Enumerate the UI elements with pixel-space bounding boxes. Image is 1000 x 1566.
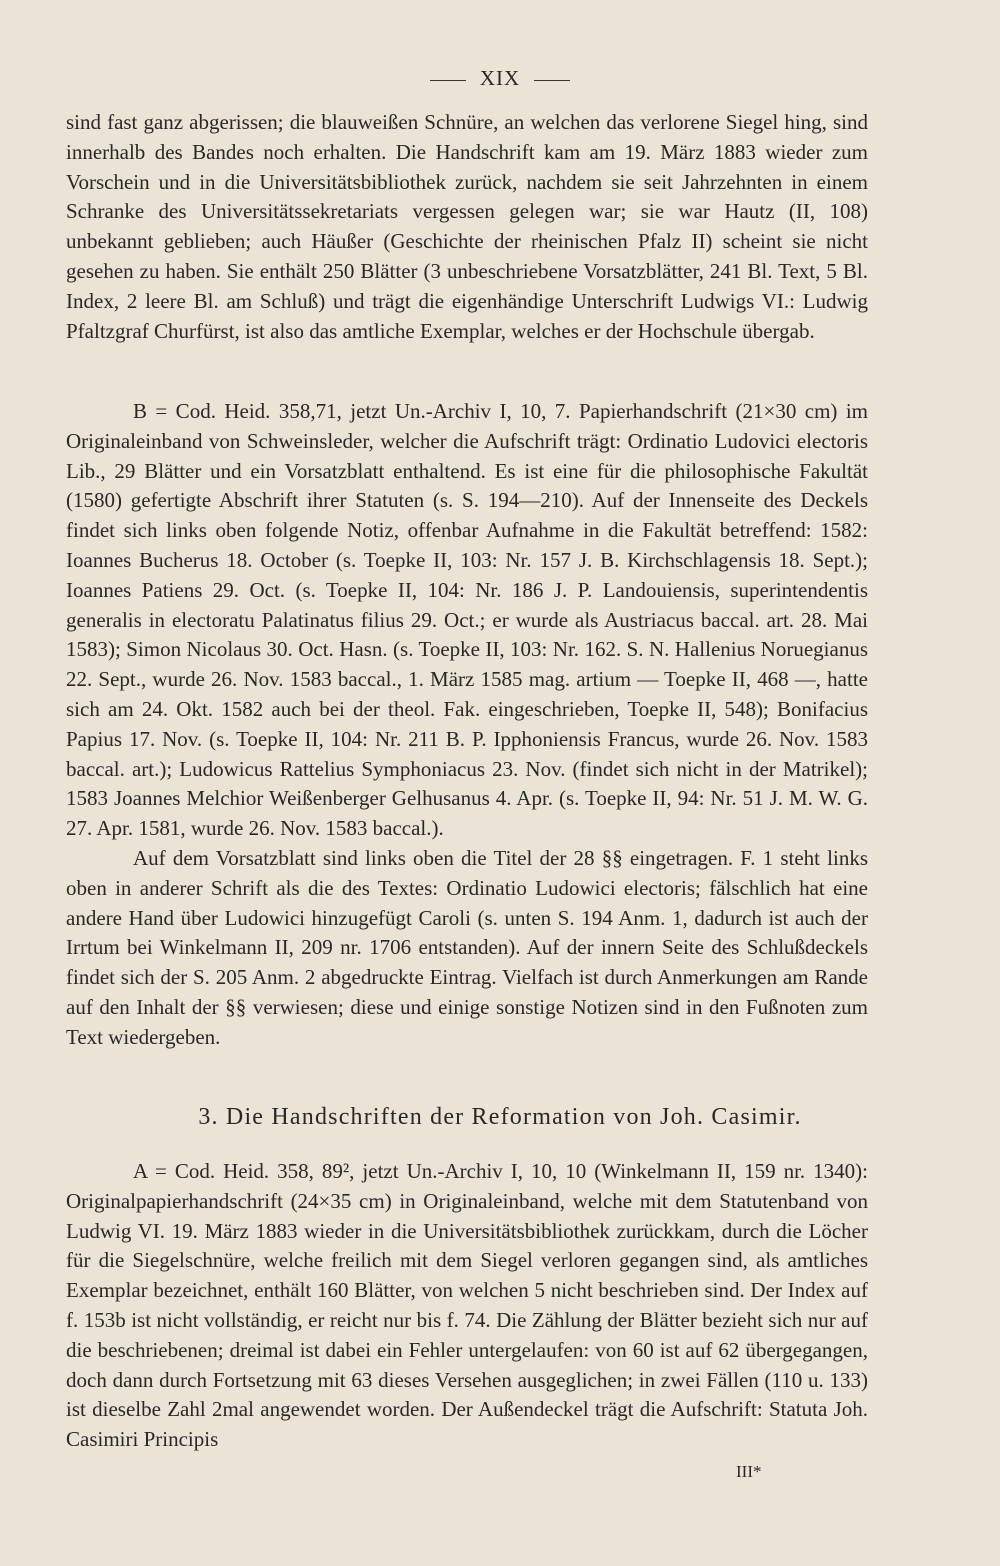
text-block-one xyxy=(66,108,868,346)
section-heading: 3. Die Handschriften der Reformation von Joh. Casimir. xyxy=(198,1104,802,1130)
paragraph-vorsatzblatt: Auf dem Vorsatzblatt sind links oben die Titel der 28 §§ eingetragen. F. 1 steht links oben in anderer Schrift als die des Textes: Ordinatio Ludowici electoris; fälschlich hat eine andere Hand über Ludowici hinzugefügt Caroli (s. unten S. 194 Anm. 1, dadurch ist auch der Irrtum bei Winkelmann II, 209 nr. 1706 entstanden). Auf der innern Seite des Schlußdeckels findet sich der S. 205 Anm. 2 abgedruckte Eintrag. Vielfach ist durch Anmerkungen am Rande auf den Inhalt der §§ verwiesen; diese und einige sonstige Notizen sind in den Fußnoten zum Text wiedergeben. xyxy=(66,845,868,1049)
paragraph-codex-b: B = Cod. Heid. 358,71, jetzt Un.-Archiv I, 10, 7. Papierhandschrift (21×30 cm) im Originaleinband von Schweinsleder, welcher die Aufschrift trägt: Ordinatio Ludovici electoris Lib., 29 Blätter und ein Vorsatzblatt enthaltend. Es ist eine für die philosophische Fakultät (1580) gefertigte Abschrift ihrer Statuten (s. S. 194—210). Auf der Innenseite des Deckels findet sich links oben folgende Notiz, offenbar Aufnahme in die Fakultät betreffend: 1582: Ioannes Bucherus 18. October (s. Toepke II, 103: Nr. 157 J. B. Kirchschlagensis 18. Sept.); Ioannes Patiens 29. Oct. (s. Toepke II, 104: Nr. 186 J. P. Landouiensis, superintendentis generalis in electoratu Palatinatus filius 29. Oct.; er wurde als Austriacus baccal. art. 28. Mai 1583); Simon Nicolaus 30. Oct. Hasn. (s. Toepke II, 103: Nr. 162. S. N. Hallenius Noruegianus 22. Sept., wurde 26. Nov. 1583 baccal., 1. März 1585 mag. artium — Toepke II, 468 —, hatte sich am 24. Okt. 1582 auch bei der theol. Fak. eingeschrieben, Toepke II, 548); Bonifacius Papius 17. Nov. (s. Toepke II, 104: Nr. 211 B. P. Ipphoniensis Francus, wurde 26. Nov. 1583 baccal. art.); Ludowicus Rattelius Symphoniacus 23. Nov. (findet sich nicht in der Matrikel); 1583 Joannes Melchior Weißenberger Gelhusanus 4. Apr. (s. Toepke II, 94: Nr. 51 J. M. W. G. 27. Apr. 1581, wurde 26. Nov. 1583 baccal.). xyxy=(66,399,868,841)
text-block-three xyxy=(66,1157,868,1455)
paragraph-codex-a: A = Cod. Heid. 358, 89², jetzt Un.-Archiv I, 10, 10 (Winkelmann II, 159 nr. 1340): Originalpapierhandschrift (24×35 cm) in Originaleinband, welche mit dem Statutenband von Ludwig VI. 19. März 1883 wieder in die Universitätsbibliothek zurückkam, durch die Löcher für die Siegelschnüre, welche freilich mit dem Siegel verloren gegangen sind, als amtliches Exemplar bezeichnet, enthält 160 Blätter, von welchen 5 nicht beschrieben sind. Der Index auf f. 153b ist nicht vollständig, er reicht nur bis f. 74. Die Zählung der Blätter bezieht sich nur auf die beschriebenen; dreimal ist dabei ein Fehler untergelaufen: von 60 ist auf 62 übergegangen, doch dann durch Fortsetzung mit 63 dieses Versehen ausgeglichen; in zwei Fällen (110 u. 133) ist dieselbe Zahl 2mal angewendet worden. Der Außendeckel trägt die Aufschrift: Statuta Joh. Casimiri Principis xyxy=(66,1159,868,1452)
header-dash-left xyxy=(430,80,466,81)
page-header xyxy=(0,66,1000,91)
paragraph-continuation: sind fast ganz abgerissen; die blauweißen Schnüre, an welchen das verlorene Siegel hing, sind innerhalb des Bandes noch erhalten. Die Handschrift kam am 19. März 1883 wieder zum Vorschein und in die Universitätsbibliothek zurück, nachdem sie seit Jahrzehnten in einem Schranke des Universitätssekretariats vergessen gelegen war; sie war Hautz (II, 108) unbekannt geblieben; auch Häußer (Geschichte der rheinischen Pfalz II) scheint sie nicht gesehen zu haben. Sie enthält 250 Blätter (3 unbeschriebene Vorsatzblätter, 241 Bl. Text, 5 Bl. Index, 2 leere Bl. am Schluß) und trägt die eigenhändige Unterschrift Ludwigs VI.: Ludwig Pfaltzgraf Churfürst, ist also das amtliche Exemplar, welches er der Hochschule übergab. xyxy=(66,110,868,343)
page-number: XIX xyxy=(479,66,521,90)
text-block-two xyxy=(66,397,868,1053)
header-dash-right xyxy=(534,80,570,81)
sheet-signature: III* xyxy=(736,1462,762,1481)
